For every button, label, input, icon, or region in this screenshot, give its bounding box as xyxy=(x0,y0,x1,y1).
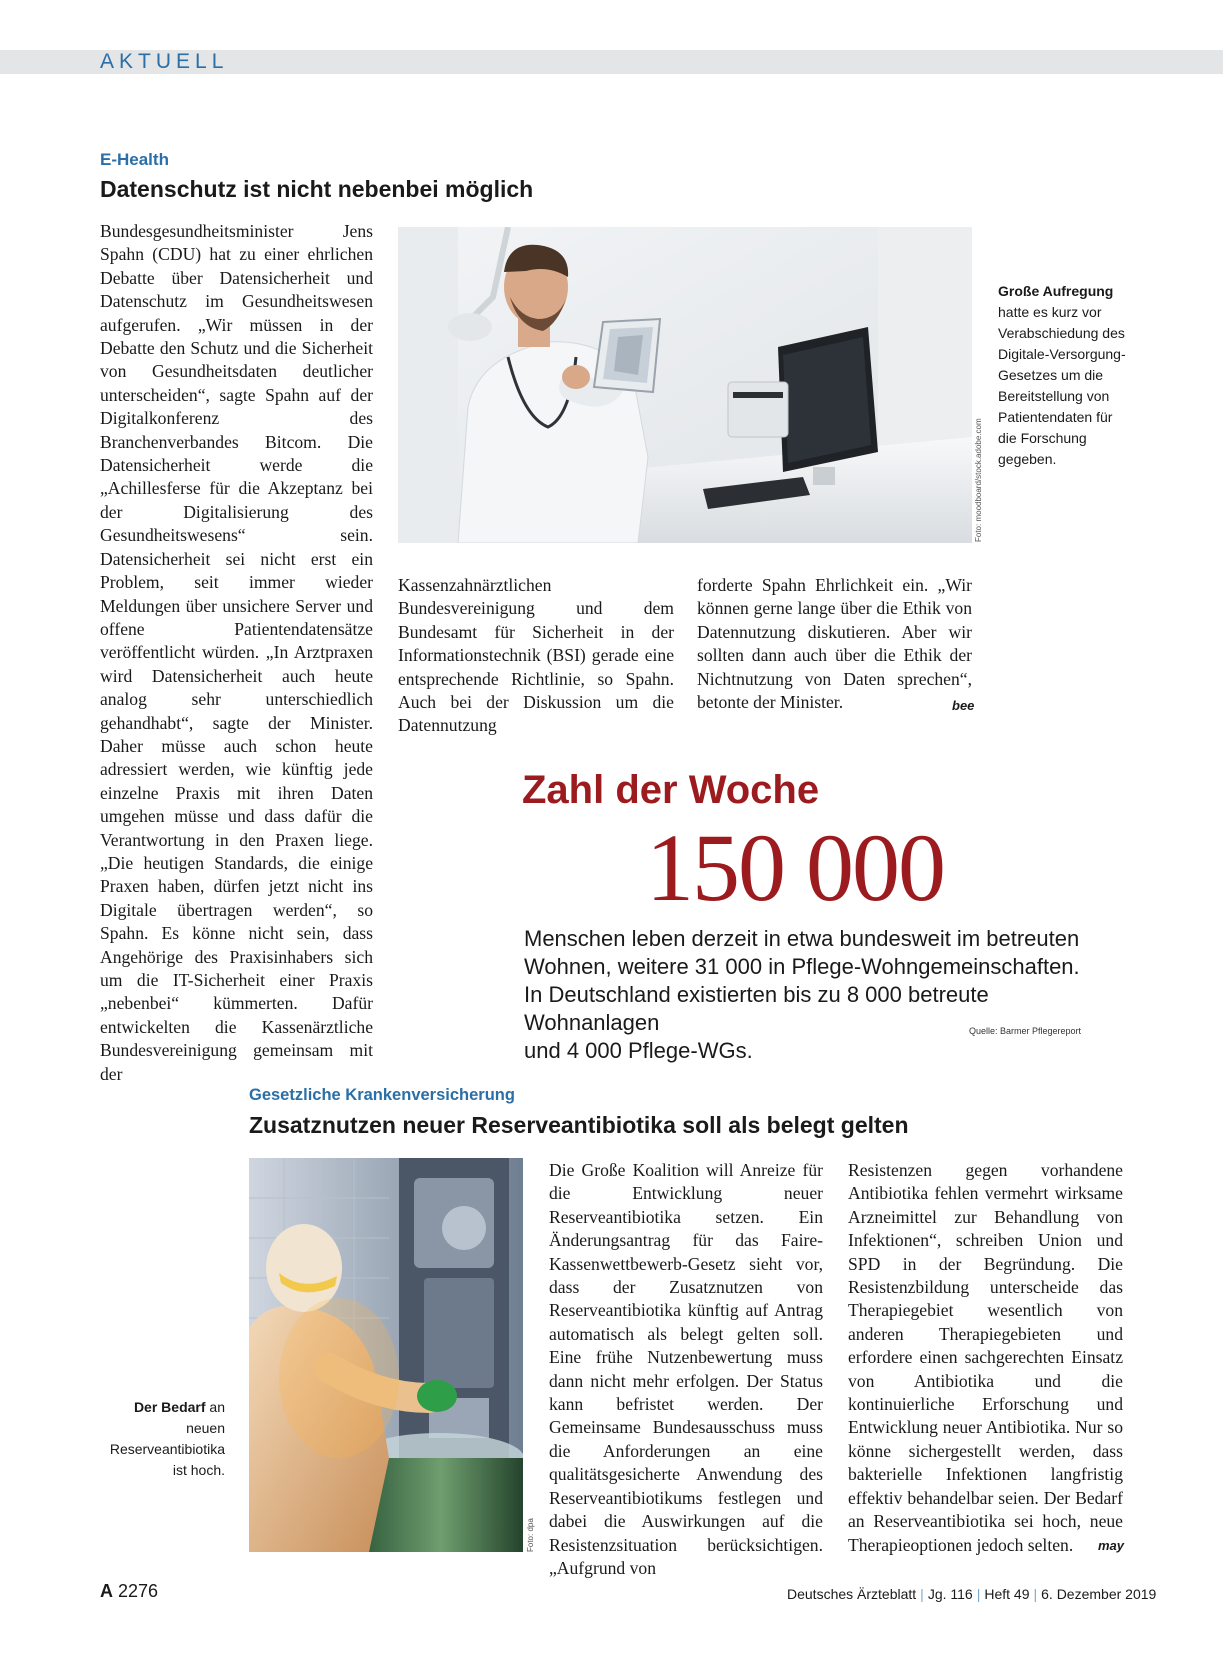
article2-kicker: Gesetzliche Krankenversicherung xyxy=(249,1086,515,1104)
footer-separator-1: | xyxy=(920,1586,924,1602)
footer-date: 6. Dezember 2019 xyxy=(1041,1586,1157,1602)
article1-column-3-text: forderte Spahn Ehrlichkeit ein. „Wir können gerne lange über die Ethik von Datennutzung diskutieren. Aber wir sollten dann auch über die Ethik der Nichtnutzung von Daten sprechen“, betonte der Minister. xyxy=(697,575,972,713)
article1-column-1: Bundesgesundheitsminister Jens Spahn (CDU) hat zu einer ehrlichen Debatte über Datensicherheit und Datenschutz im Gesundheitswesen aufgerufen. „Wir müssen in der Debatte den Schutz und die Sicherheit von Gesundheitsdaten deutlicher unterscheiden“, sagte Spahn auf der Digitalkonferenz des Branchenverbandes Bitcom. Die Datensicherheit werde die „Achillesferse für die Akzeptanz bei der Digitalisierung des Gesundheitswesens“ sein. Datensicherheit sei nicht erst ein Problem, seit immer wieder Meldungen über unsichere Server und offene Patientendatensätze veröffentlicht würden. „In Arztpraxen wird Datensicherheit auch heute analog sehr unterschiedlich gehandhabt“, sagte der Minister. Daher müsse auch schon heute adressiert werden, wie künftig jede einzelne Praxis mit ihren Daten umgehen müsse und dass dafür die Verantwortung in den Praxen liege. „Die heutigen Standards, die einige Praxen haben, dürfen jetzt nicht ins Digitale übertragen werden“, so Spahn. Es könne nicht sein, dass Angehörige des Praxisinhabers sich um die IT-Sicherheit einer Praxis „nebenbei“ kümmerten. Dafür entwickelten die Kassenärztliche Bundesvereinigung gemeinsam mit der xyxy=(100,221,373,1084)
doctor-tablet-photo xyxy=(398,227,972,543)
article2-caption-text: an neuen Reserveantibiotika ist hoch. xyxy=(109,1399,225,1478)
article1-kicker: E-Health xyxy=(100,150,169,169)
section-label: AKTUELL xyxy=(100,50,229,73)
article1-author: bee xyxy=(952,698,975,713)
zahl-der-woche-source: Quelle: Barmer Pflegereport xyxy=(969,1026,1082,1036)
article2-author: may xyxy=(1098,1538,1125,1553)
footer-page-prefix: A xyxy=(100,1581,113,1601)
zdw-line-4: und 4 000 Pflege-WGs. xyxy=(524,1038,753,1063)
footer-separator-3: | xyxy=(1033,1586,1038,1602)
article1-column-2: Kassenzahnärztlichen Bundesvereinigung und dem Bundesamt für Sicherheit in der Informationstechnik (BSI) gerade eine entsprechende Richtlinie, so Spahn. Auch bei der Diskussion um die Datennutzung xyxy=(398,575,674,736)
article2-column-2-text: Resistenzen gegen vorhandene Antibiotika fehlen vermehrt wirksame Arzneimittel zur Behandlung von Infektionen“, schreiben Union und SPD in der Begründung. Die Resistenzbildung unterscheide das Therapiegebiet wesentlich von anderen Therapiegebieten und erfordere einen sachgerechten Einsatz von Antibiotika und die kontinuierliche Erforschung und Entwicklung neuer Antibiotika. Nur so könne sichergestellt werden, dass bakterielle Infektionen langfristig effektiv behandelbar seien. Der Bedarf an Reserveantibiotika sei hoch, neue Therapieoptionen jedoch selten. xyxy=(848,1160,1123,1555)
zahl-der-woche-title: Zahl der Woche xyxy=(522,768,820,812)
article1-headline: Datenschutz ist nicht nebenbei möglich xyxy=(100,176,534,202)
footer-volume: Jg. 116 xyxy=(927,1586,973,1602)
footer-page-digits: 2276 xyxy=(118,1581,159,1601)
lab-worker-photo xyxy=(249,1158,523,1552)
article2-caption-bold: Der Bedarf xyxy=(133,1399,206,1415)
footer-issue: Heft 49 xyxy=(984,1586,1030,1602)
article1-caption xyxy=(998,281,1128,470)
zdw-line-3: In Deutschland existierten bis zu 8 000 betreute Wohnanlagen xyxy=(524,982,989,1035)
article1-photo-credit: Foto: moodboard/stock.adobe.com xyxy=(974,418,983,542)
footer-journal-info xyxy=(787,1586,1156,1602)
article2-column-1: Die Große Koalition will Anreize für die Entwicklung neuer Reserveantibiotika setzen. Ein Änderungsantrag für das Faire-Kassenwettbewerb-Gesetz sieht vor, dass der Zusatznutzen von Reserveantibiotika künftig auf Antrag automatisch als belegt gelten soll. Eine frühe Nutzenbewertung muss dann nicht mehr erfolgen. Der Status kann befristet werden. Der Gemeinsame Bundesausschuss muss die Anforderungen an eine qualitätsgesicherte Anwendung des Reserveantibiotikums festlegen und dabei die Auswirkungen auf die Resistenzsituation berücksichtigen. „Aufgrund von xyxy=(549,1160,823,1578)
article1-caption-text: hatte es kurz vor Verabschiedung des Digitale-Versorgung-Gesetzes um die Bereitstellung von Patientendaten für die Forschung gegeben. xyxy=(998,304,1126,467)
article2-column-2 xyxy=(848,1159,1123,1557)
zahl-der-woche-number: 150 000 xyxy=(646,814,944,921)
footer-journal: Deutsches Ärzteblatt xyxy=(787,1586,917,1602)
zdw-line-1: Menschen leben derzeit in etwa bundesweit im betreuten xyxy=(524,926,1080,951)
footer-separator-2: | xyxy=(976,1586,981,1602)
article2-headline: Zusatznutzen neuer Reserveantibiotika soll als belegt gelten xyxy=(249,1112,909,1138)
footer-page-number xyxy=(100,1581,158,1602)
zdw-line-2: Wohnen, weitere 31 000 in Pflege-Wohngemeinschaften. xyxy=(524,954,1080,979)
article2-photo-credit: Foto: dpa xyxy=(526,1518,535,1552)
article1-caption-bold: Große Aufregung xyxy=(998,283,1114,299)
zahl-der-woche-text xyxy=(524,925,1084,1065)
article2-caption xyxy=(96,1397,225,1481)
article1-column-3 xyxy=(697,574,975,714)
